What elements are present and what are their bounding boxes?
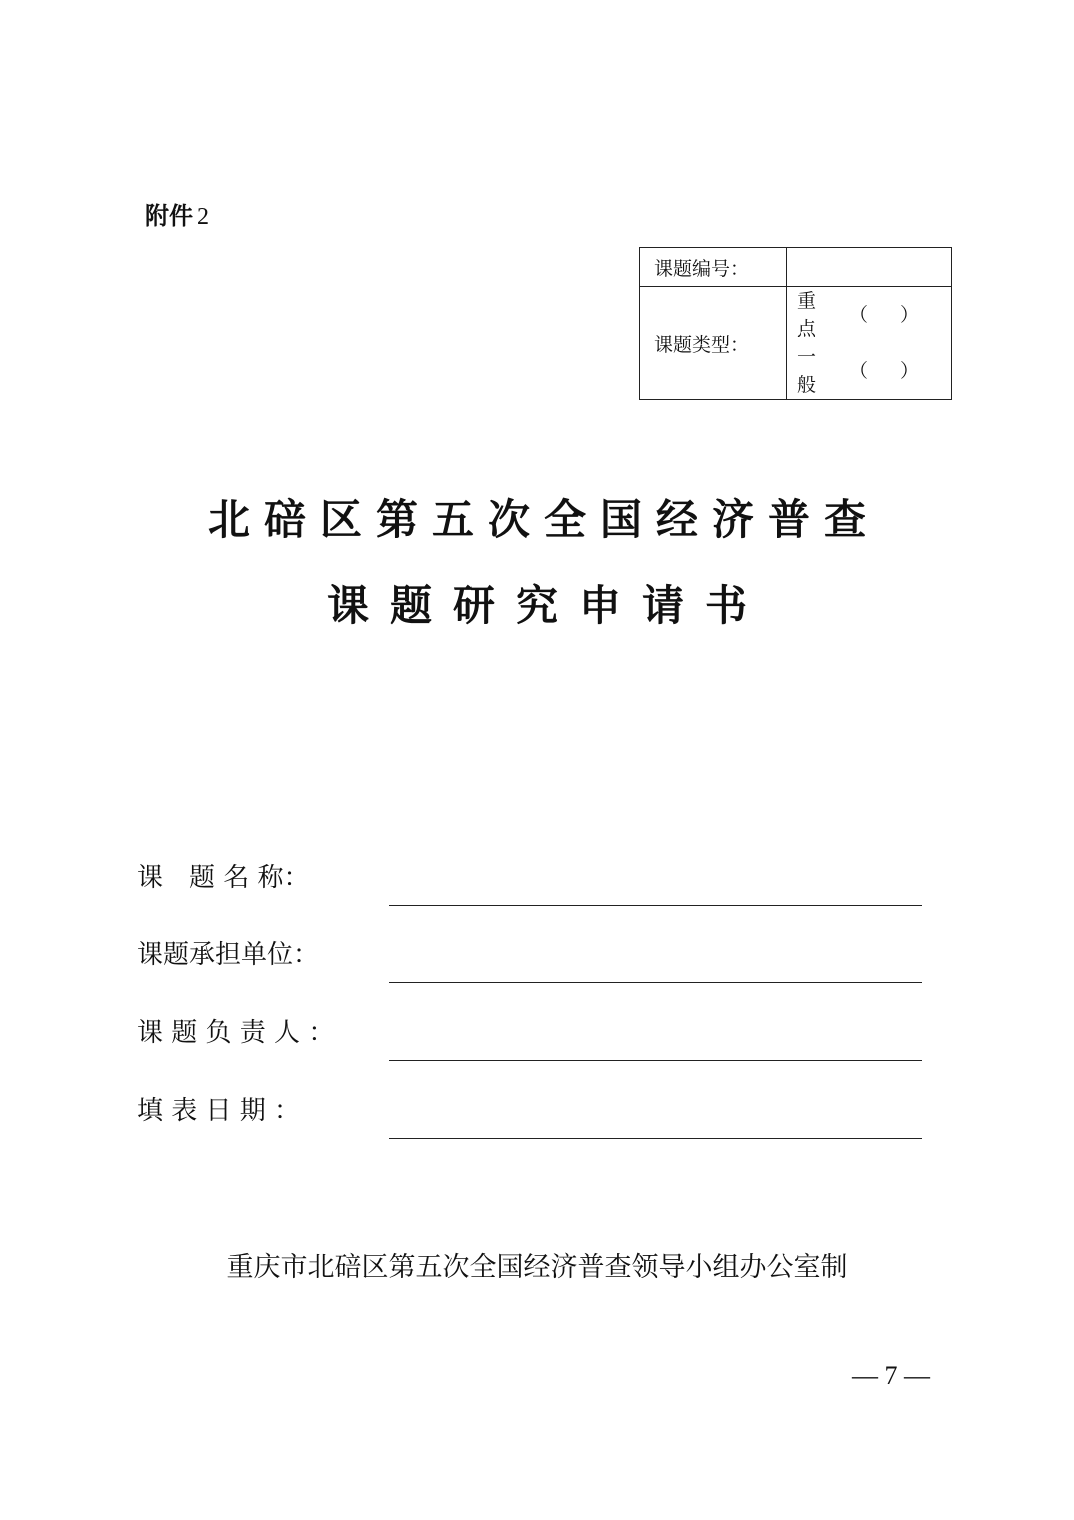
project-type-options xyxy=(787,287,952,400)
field-input-fill-date[interactable] xyxy=(389,1138,922,1139)
page-number: — 7 — xyxy=(852,1361,930,1390)
project-number-label: 课题编号： xyxy=(640,248,787,287)
type-option-general-checkbox[interactable]: （） xyxy=(848,360,951,382)
document-title-line2: 课题研究申请书 xyxy=(326,581,768,630)
project-type-row xyxy=(640,287,952,400)
field-label-project-name: 课 题 名 称： xyxy=(137,863,310,893)
project-type-label: 课题类型： xyxy=(640,287,787,400)
attachment-label xyxy=(145,200,209,233)
document-title-line1: 北碚区第五次全国经济普查 xyxy=(207,495,880,544)
field-label-project-leader: 课 题 负 责 人 ： xyxy=(137,1018,335,1048)
type-option-key-checkbox[interactable]: （） xyxy=(848,304,951,326)
type-option-general[interactable] xyxy=(787,343,951,399)
field-input-project-name[interactable] xyxy=(389,905,922,906)
type-option-general-label: 一般 xyxy=(797,346,817,396)
project-number-value[interactable] xyxy=(787,248,952,287)
field-input-project-leader[interactable] xyxy=(389,1060,922,1061)
project-number-row xyxy=(640,248,952,287)
attachment-text: 附件 xyxy=(145,202,193,230)
field-label-undertaking-unit: 课题承担单位： xyxy=(137,940,320,970)
field-label-fill-date: 填 表 日 期 ： xyxy=(137,1096,301,1126)
attachment-number: 2 xyxy=(197,204,209,230)
type-option-key[interactable] xyxy=(787,287,951,343)
issuing-organization: 重庆市北碚区第五次全国经济普查领导小组办公室制 xyxy=(226,1252,848,1283)
field-input-undertaking-unit[interactable] xyxy=(389,982,922,983)
type-option-key-label: 重点 xyxy=(797,290,817,340)
project-info-table xyxy=(639,247,952,400)
